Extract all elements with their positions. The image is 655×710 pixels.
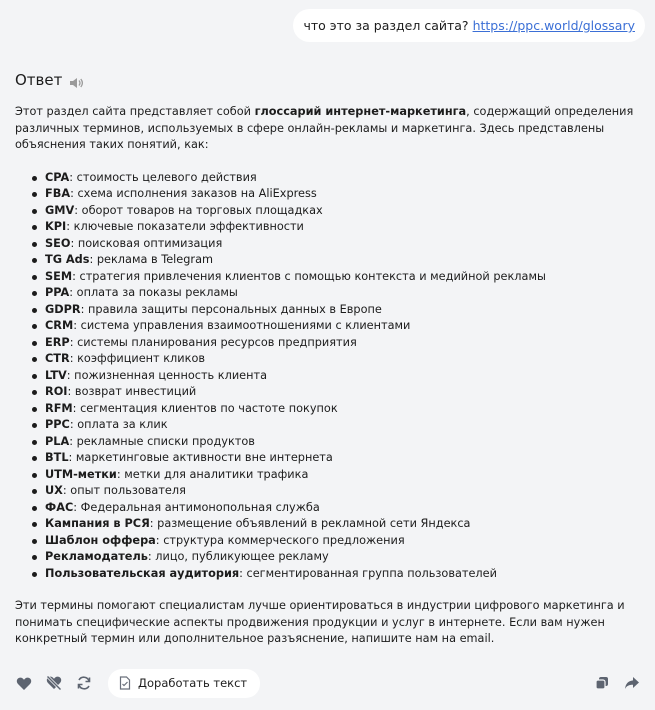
term-definition: : правила защиты персональных данных в Европе: [80, 302, 382, 316]
term-name: BTL: [45, 451, 69, 464]
improve-text-label: Доработать текст: [138, 676, 248, 690]
term-item: [31, 566, 640, 583]
term-definition: : метки для аналитики трафика: [116, 467, 309, 481]
term-definition: : система управления взаимоотношениями с клиентами: [73, 319, 411, 332]
term-name: Пользовательская аудитория: [45, 566, 240, 580]
term-definition: : размещение объявлений в рекламной сети Яндекса: [149, 517, 471, 530]
term-item: [31, 450, 640, 467]
term-definition: : структура коммерческого предложения: [155, 533, 405, 547]
term-item: [31, 483, 640, 500]
user-message-text: что это за раздел сайта?: [303, 18, 469, 33]
term-definition: : схема исполнения заказов на AliExpress: [70, 187, 317, 200]
term-item: [31, 252, 640, 269]
term-name: UX: [45, 484, 63, 497]
answer-header: [15, 71, 85, 89]
term-definition: : оборот товаров на торговых площадках: [74, 203, 323, 217]
term-item: [31, 467, 640, 484]
answer-content: [15, 104, 640, 648]
term-definition: : сегментированная группа пользователей: [239, 566, 497, 580]
term-definition: : стоимость целевого действия: [69, 170, 257, 184]
term-name: CTR: [45, 352, 70, 365]
term-item: [31, 318, 640, 335]
term-item: [31, 302, 640, 319]
term-name: SEM: [45, 269, 73, 283]
term-item: [31, 236, 640, 253]
share-icon[interactable]: [622, 673, 642, 693]
term-name: ROI: [45, 385, 68, 398]
term-item: [31, 417, 640, 434]
term-name: SEO: [45, 236, 71, 250]
improve-text-button[interactable]: [108, 669, 260, 698]
terms-list: [15, 170, 640, 583]
answer-outro: Эти термины помогают специалистам лучше ориентироваться в индустрии цифрового маркетинга и понимать специфические аспекты продвижения продукции и услуг в интернете. Если вам нужен конкретный термин или дополнительное разъяснение, напишите нам на email.: [15, 599, 625, 645]
term-name: PLA: [45, 434, 70, 448]
term-definition: : коэффициент кликов: [69, 352, 206, 365]
document-icon: [119, 676, 131, 690]
term-name: GDPR: [45, 302, 81, 316]
term-name: LTV: [45, 368, 67, 382]
term-definition: : лицо, публикующее рекламу: [147, 550, 329, 563]
term-item: [31, 186, 640, 203]
term-item: [31, 434, 640, 451]
answer-intro: [15, 104, 640, 154]
term-definition: : стратегия привлечения клиентов с помощью контекста и медийной рекламы: [72, 269, 546, 283]
term-item: [31, 500, 640, 517]
dislike-icon[interactable]: [44, 673, 64, 693]
term-definition: : пожизненная ценность клиента: [66, 368, 268, 382]
user-message-link[interactable]: https://ppc.world/glossary: [472, 18, 635, 33]
term-definition: : маркетинговые активности вне интернета: [68, 451, 333, 464]
term-name: RFM: [45, 401, 73, 415]
term-item: [31, 335, 640, 352]
term-item: [31, 533, 640, 550]
term-name: KPI: [45, 220, 67, 233]
term-definition: : ключевые показатели эффективности: [66, 220, 304, 233]
term-definition: : опыт пользователя: [62, 484, 186, 497]
term-definition: : поисковая оптимизация: [70, 236, 223, 250]
term-definition: : Федеральная антимонопольная служба: [73, 500, 320, 514]
term-name: Рекламодатель: [45, 550, 148, 563]
answer-footer: [14, 668, 642, 698]
heart-icon[interactable]: [14, 673, 34, 693]
term-definition: : системы планирования ресурсов предприятия: [69, 335, 357, 349]
term-definition: : оплата за показы рекламы: [69, 286, 238, 299]
term-name: CPA: [45, 170, 70, 184]
term-name: ERP: [45, 335, 70, 349]
term-name: PPA: [45, 286, 70, 299]
term-name: TG Ads: [45, 253, 90, 266]
term-definition: : сегментация клиентов по частоте покупок: [72, 401, 338, 415]
speaker-icon[interactable]: [69, 75, 85, 89]
intro-text-start: Этот раздел сайта представляет собой: [15, 105, 255, 118]
term-name: GMV: [45, 203, 75, 217]
term-item: [31, 368, 640, 385]
term-item: [31, 549, 640, 566]
term-definition: : оплата за клик: [69, 418, 168, 431]
intro-bold-text: глоссарий интернет-маркетинга: [254, 105, 467, 118]
term-name: UTM-метки: [45, 467, 117, 481]
term-item: [31, 351, 640, 368]
term-definition: : возврат инвестиций: [67, 385, 197, 398]
term-item: [31, 401, 640, 418]
term-name: FBA: [45, 187, 71, 200]
regenerate-icon[interactable]: [74, 673, 94, 693]
term-item: [31, 285, 640, 302]
term-name: CRM: [45, 319, 74, 332]
user-message-bubble: [293, 9, 645, 42]
term-name: Кампания в РСЯ: [45, 517, 150, 530]
term-item: [31, 170, 640, 187]
term-definition: : реклама в Telegram: [89, 253, 214, 266]
term-definition: : рекламные списки продуктов: [69, 434, 255, 448]
term-item: [31, 269, 640, 286]
term-item: [31, 384, 640, 401]
term-name: Шаблон оффера: [45, 533, 156, 547]
term-name: ФАС: [45, 500, 74, 514]
term-item: [31, 203, 640, 220]
term-item: [31, 219, 640, 236]
intro-text-end: , содержащий определения различных терминов, используемых в сфере онлайн-рекламы и маркетинга. Здесь представлены объяснения таких понятий, как:: [15, 105, 634, 151]
copy-icon[interactable]: [592, 673, 612, 693]
answer-title: Ответ: [15, 71, 63, 89]
term-name: PPC: [45, 418, 70, 431]
term-item: [31, 516, 640, 533]
